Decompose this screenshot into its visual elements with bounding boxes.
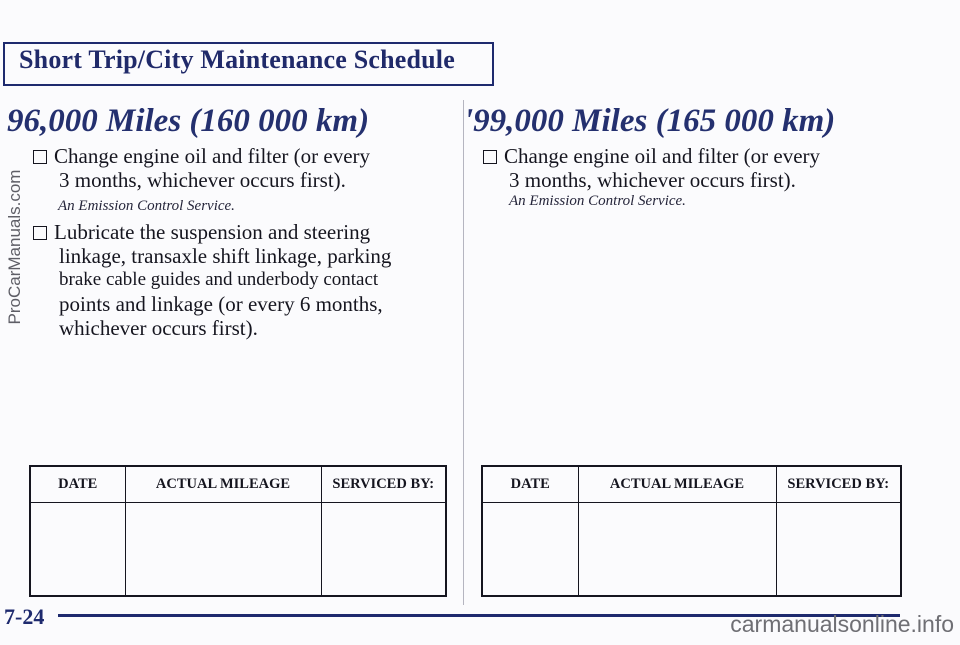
task-line: linkage, transaxle shift linkage, parking: [59, 244, 392, 268]
right-emission-note: An Emission Control Service.: [509, 193, 686, 209]
left-mileage-heading: 96,000 Miles (160 000 km): [7, 103, 370, 139]
checkbox-icon[interactable]: [33, 226, 47, 240]
task-line: Lubricate the suspension and steering: [33, 220, 391, 244]
column-divider: [463, 100, 464, 605]
actual-mileage-header: ACTUAL MILEAGE: [578, 466, 776, 503]
page-title: Short Trip/City Maintenance Schedule: [19, 45, 455, 74]
left-emission-note: An Emission Control Service.: [58, 198, 235, 214]
bottom-watermark: carmanualsonline.info: [730, 611, 954, 637]
task-line: points and linkage (or every 6 months,: [59, 292, 383, 316]
date-header: DATE: [482, 466, 578, 503]
page-number: 7-24: [4, 604, 45, 629]
left-service-log-table: [29, 465, 447, 597]
serviced-by-header: SERVICED BY:: [776, 466, 901, 503]
right-task-oil-change: [483, 144, 820, 192]
checkbox-icon[interactable]: [483, 150, 497, 164]
right-mileage-heading: ʹ99,000 Miles (165 000 km): [464, 103, 836, 139]
right-service-log-table: [481, 465, 902, 597]
date-cell[interactable]: [30, 503, 125, 597]
serviced-by-cell[interactable]: [776, 503, 901, 597]
task-line: brake cable guides and underbody contact: [59, 269, 379, 290]
actual-mileage-cell[interactable]: [125, 503, 321, 597]
serviced-by-cell[interactable]: [321, 503, 446, 597]
date-cell[interactable]: [482, 503, 578, 597]
task-line: 3 months, whichever occurs first).: [509, 168, 796, 192]
task-line: whichever occurs first).: [59, 316, 258, 340]
date-header: DATE: [30, 466, 125, 503]
left-task-lubricate: [33, 220, 391, 340]
checkbox-icon[interactable]: [33, 150, 47, 164]
left-task-oil-change: [33, 144, 370, 192]
task-line: Change engine oil and filter (or every: [483, 144, 820, 168]
task-line: 3 months, whichever occurs first).: [59, 168, 346, 192]
serviced-by-header: SERVICED BY:: [321, 466, 446, 503]
task-line: Change engine oil and filter (or every: [33, 144, 370, 168]
actual-mileage-header: ACTUAL MILEAGE: [125, 466, 321, 503]
actual-mileage-cell[interactable]: [578, 503, 776, 597]
side-watermark-text: ProCarManuals.com: [5, 169, 24, 325]
